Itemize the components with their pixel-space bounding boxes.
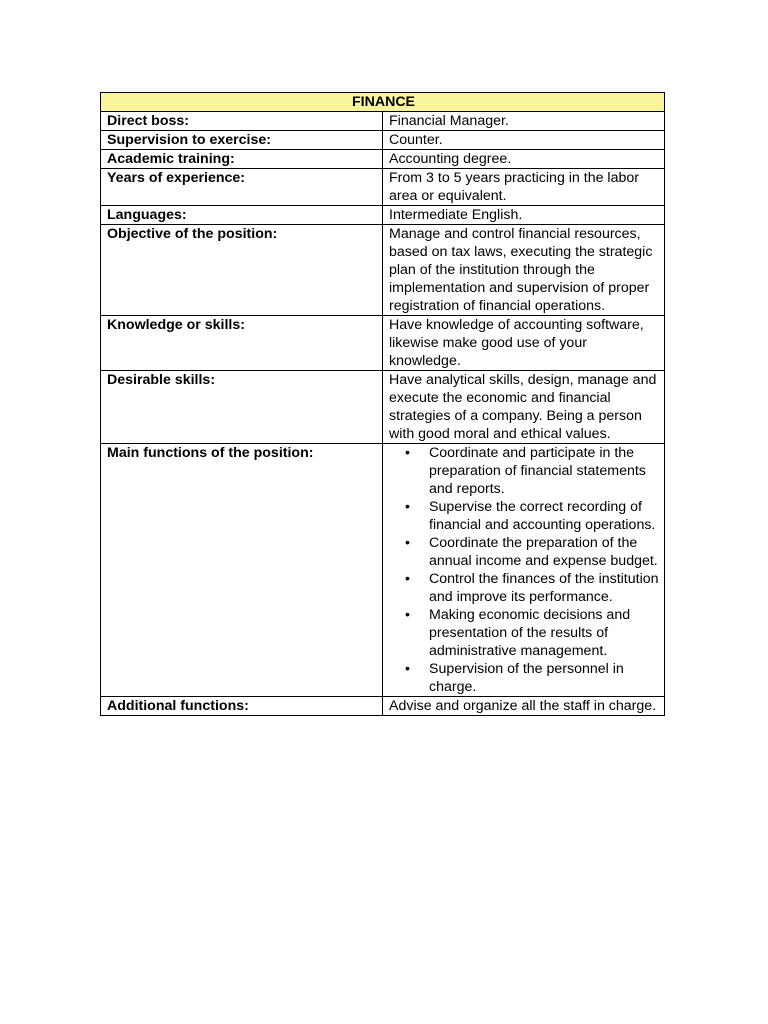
row-label: Knowledge or skills: <box>101 316 383 371</box>
row-value: Advise and organize all the staff in charge. <box>383 697 665 716</box>
row-label: Direct boss: <box>101 112 383 131</box>
row-value: Manage and control financial resources, based on tax laws, executing the strategic plan of the institution through the implementation and supervision of proper registration of financial operations. <box>383 225 665 316</box>
row-value: Counter. <box>383 131 665 150</box>
table-row <box>101 131 665 150</box>
main-functions-row <box>101 444 665 697</box>
list-item <box>405 444 660 498</box>
row-label: Supervision to exercise: <box>101 131 383 150</box>
list-item <box>405 660 660 696</box>
bullet-icon: • <box>405 499 410 515</box>
list-item-text: Coordinate the preparation of the annual income and expense budget. <box>429 535 658 569</box>
bullet-icon: • <box>405 535 410 551</box>
main-functions-cell <box>383 444 665 697</box>
list-item-text: Control the finances of the institution and improve its performance. <box>429 571 659 605</box>
list-item <box>405 498 660 534</box>
row-label: Desirable skills: <box>101 371 383 444</box>
list-item-text: Supervise the correct recording of financial and accounting operations. <box>429 499 656 533</box>
main-functions-list <box>389 444 660 696</box>
table-row <box>101 150 665 169</box>
table-row <box>101 225 665 316</box>
row-value: Financial Manager. <box>383 112 665 131</box>
bullet-icon: • <box>405 661 410 677</box>
header-row <box>101 93 665 112</box>
row-label: Main functions of the position: <box>101 444 383 697</box>
row-label: Years of experience: <box>101 169 383 206</box>
row-value: Intermediate English. <box>383 206 665 225</box>
row-value: From 3 to 5 years practicing in the labor area or equivalent. <box>383 169 665 206</box>
job-description-table <box>100 92 665 716</box>
list-item-text: Supervision of the personnel in charge. <box>429 661 624 695</box>
row-value: Accounting degree. <box>383 150 665 169</box>
additional-functions-row <box>101 697 665 716</box>
list-item <box>405 570 660 606</box>
list-item-text: Coordinate and participate in the preparation of financial statements and reports. <box>429 445 646 497</box>
list-item <box>405 606 660 660</box>
list-item <box>405 534 660 570</box>
table-title: FINANCE <box>101 93 665 112</box>
bullet-icon: • <box>405 607 410 623</box>
row-value: Have knowledge of accounting software, likewise make good use of your knowledge. <box>383 316 665 371</box>
bullet-icon: • <box>405 571 410 587</box>
table-row <box>101 169 665 206</box>
list-item-text: Making economic decisions and presentation of the results of administrative management. <box>429 607 631 659</box>
row-label: Additional functions: <box>101 697 383 716</box>
bullet-icon: • <box>405 445 410 461</box>
table-row <box>101 206 665 225</box>
row-label: Academic training: <box>101 150 383 169</box>
row-label: Languages: <box>101 206 383 225</box>
row-value: Have analytical skills, design, manage and execute the economic and financial strategies of a company. Being a person with good moral and ethical values. <box>383 371 665 444</box>
table-row <box>101 371 665 444</box>
table-row <box>101 316 665 371</box>
table-row <box>101 112 665 131</box>
row-label: Objective of the position: <box>101 225 383 316</box>
